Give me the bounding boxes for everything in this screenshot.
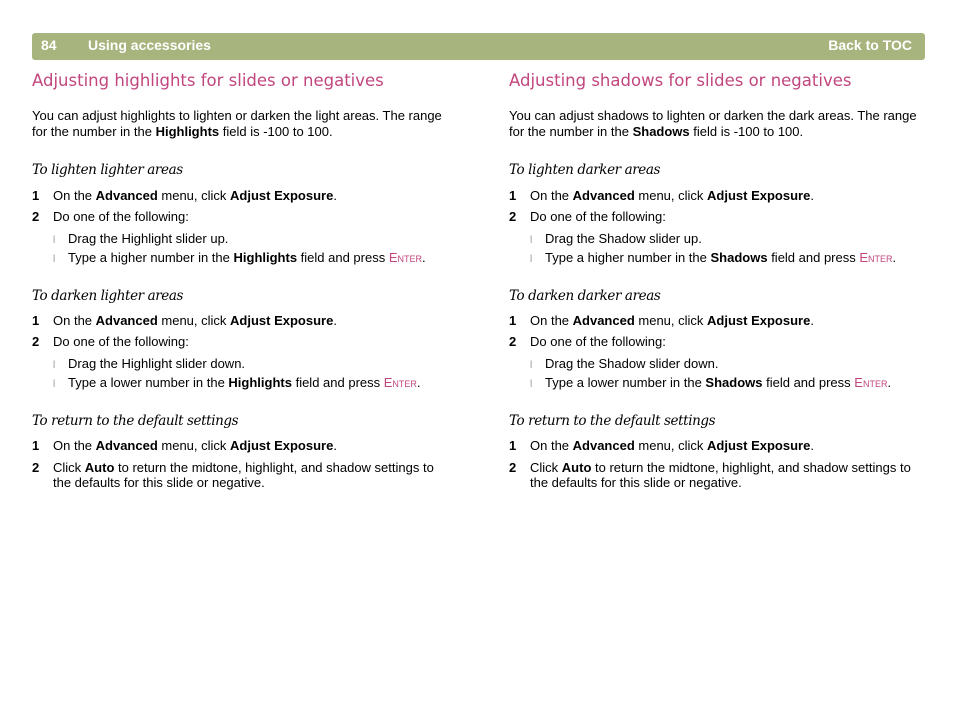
step-number: 2 (509, 209, 517, 224)
step-number: 1 (509, 188, 517, 203)
step-text: Click Auto to return the midtone, highlight, and shadow settings to the defaults for this slide or negative. (530, 460, 911, 490)
step-text: Do one of the following: (53, 334, 189, 349)
step-text: On the Advanced menu, click Adjust Exposure. (53, 438, 337, 453)
bullet-text: Drag the Shadow slider down. (545, 356, 719, 371)
page-header-bar (32, 33, 925, 60)
enter-key: Enter (859, 250, 893, 265)
step-number: 2 (32, 209, 40, 224)
shadows-title: Adjusting shadows for slides or negatives (509, 71, 852, 90)
bullet-text: Type a lower number in the Shadows field and press Enter. (545, 375, 892, 390)
bullet-text: Drag the Highlight slider down. (68, 356, 246, 371)
step-text: Do one of the following: (530, 209, 666, 224)
darken-heading: To darken lighter areas (32, 288, 184, 304)
step-text: On the Advanced menu, click Adjust Exposure. (530, 438, 814, 453)
bullet-text: Drag the Highlight slider up. (68, 231, 229, 246)
lighten-heading: To lighten lighter areas (32, 162, 183, 178)
step-text: Do one of the following: (530, 334, 666, 349)
bullet-icon: l (53, 379, 56, 390)
step-number: 2 (32, 460, 40, 475)
page-number: 84 (41, 37, 57, 53)
darken-heading: To darken darker areas (509, 288, 661, 304)
bullet-text: Type a lower number in the Highlights field and press Enter. (68, 375, 421, 390)
step-text: On the Advanced menu, click Adjust Exposure. (530, 188, 814, 203)
step-text: On the Advanced menu, click Adjust Exposure. (53, 188, 337, 203)
shadows-intro (509, 108, 929, 140)
step-text: On the Advanced menu, click Adjust Exposure. (53, 313, 337, 328)
default-heading: To return to the default settings (32, 413, 239, 429)
section-title: Using accessories (88, 37, 211, 53)
bullet-icon: l (53, 235, 56, 246)
highlights-title: Adjusting highlights for slides or negatives (32, 71, 384, 90)
step-text: Click Auto to return the midtone, highlight, and shadow settings to the defaults for this slide or negative. (53, 460, 434, 490)
step-number: 2 (509, 334, 517, 349)
intro-text: You can adjust highlights to lighten or darken the light areas. The range for the number in the (32, 108, 442, 139)
step-number: 1 (32, 313, 40, 328)
bullet-icon: l (530, 235, 533, 246)
step-text: Do one of the following: (53, 209, 189, 224)
field-name: Highlights (155, 124, 220, 139)
intro-text: field is -100 to 100. (219, 124, 333, 139)
step-text: On the Advanced menu, click Adjust Exposure. (530, 313, 814, 328)
enter-key: Enter (854, 375, 888, 390)
intro-text: field is -100 to 100. (689, 124, 804, 139)
step-number: 1 (32, 438, 40, 453)
enter-key: Enter (388, 250, 422, 265)
intro-text: You can adjust shadows to lighten or darken the dark areas. The range for the number in the (509, 108, 917, 139)
bullet-text: Drag the Shadow slider up. (545, 231, 702, 246)
bullet-icon: l (53, 254, 56, 265)
enter-key: Enter (383, 375, 417, 390)
default-heading: To return to the default settings (509, 413, 716, 429)
bullet-icon: l (53, 360, 56, 371)
bullet-icon: l (530, 254, 533, 265)
field-name: Shadows (632, 124, 690, 139)
step-number: 1 (509, 313, 517, 328)
bullet-text: Type a higher number in the Highlights field and press Enter. (68, 250, 426, 265)
step-number: 2 (509, 460, 517, 475)
highlights-intro (32, 108, 452, 140)
back-to-toc-link[interactable]: Back to TOC (828, 37, 912, 53)
bullet-text: Type a higher number in the Shadows field and press Enter. (545, 250, 897, 265)
bullet-icon: l (530, 379, 533, 390)
lighten-heading: To lighten darker areas (509, 162, 661, 178)
step-number: 2 (32, 334, 40, 349)
step-number: 1 (509, 438, 517, 453)
step-number: 1 (32, 188, 40, 203)
bullet-icon: l (530, 360, 533, 371)
